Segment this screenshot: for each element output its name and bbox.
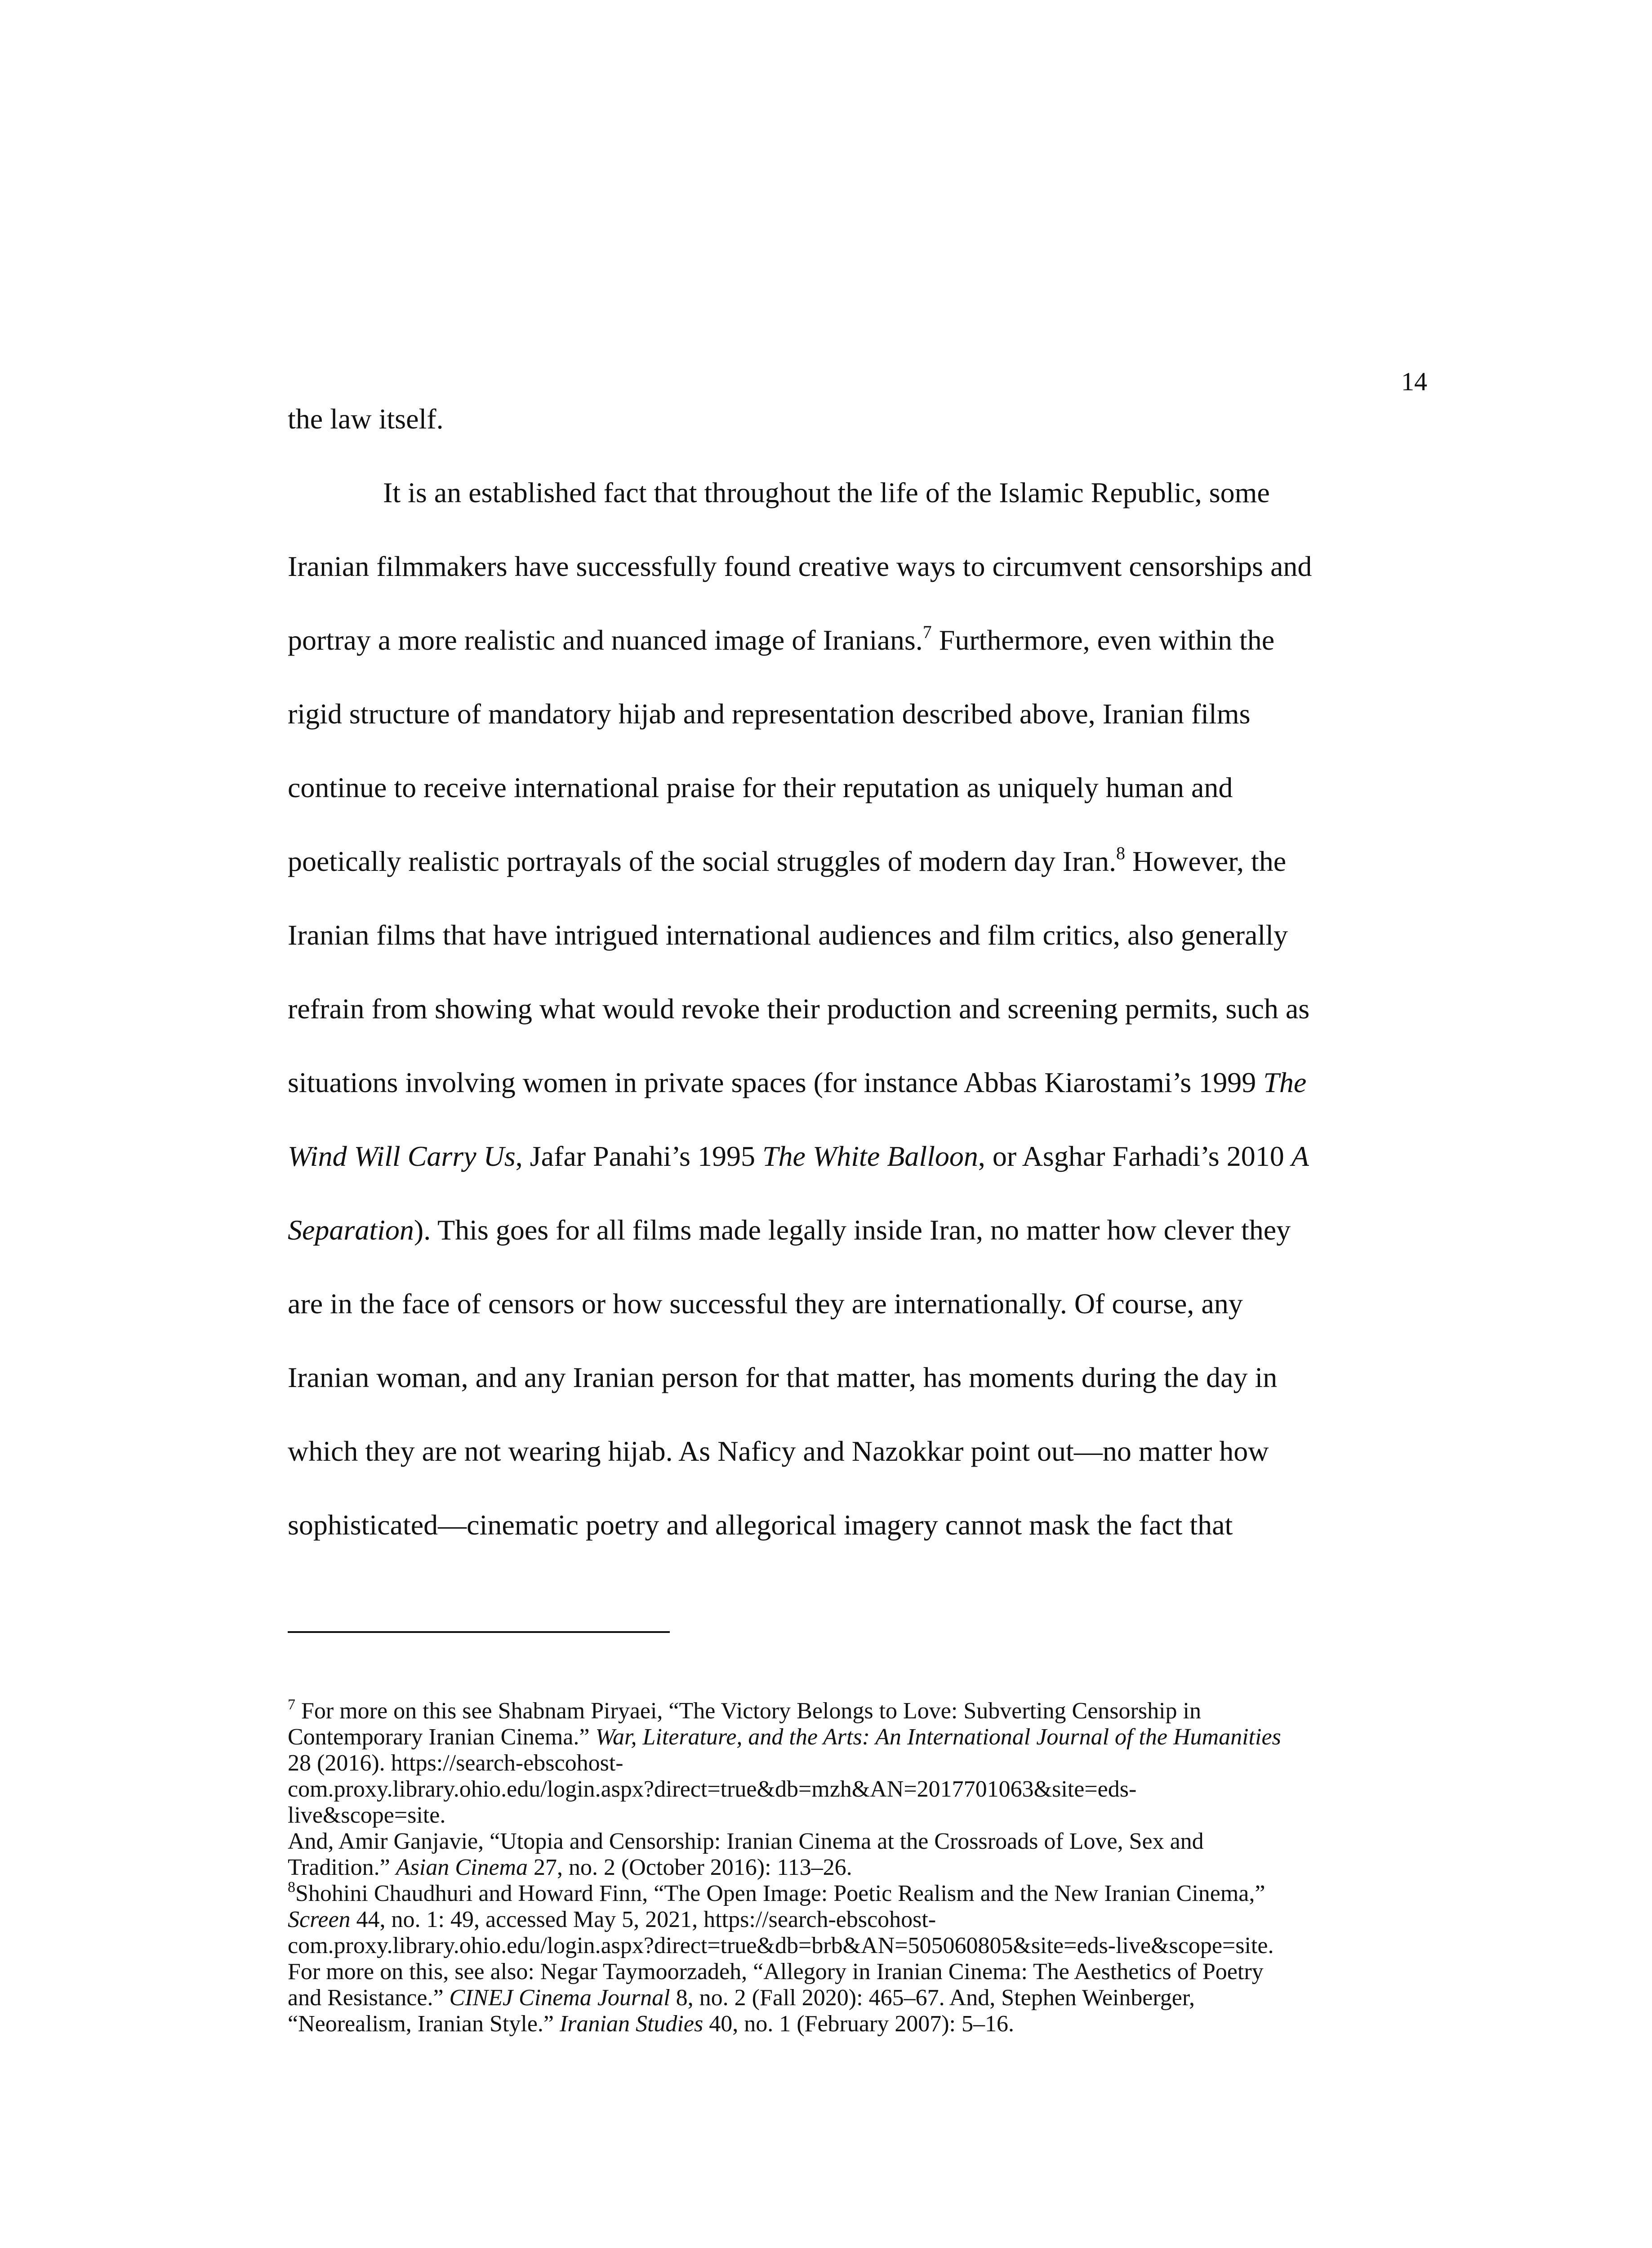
body-line: sophisticated—cinematic poetry and allegorical imagery cannot mask the fact that xyxy=(288,1509,1233,1541)
footnote-line: Contemporary Iranian Cinema.” War, Literature, and the Arts: An International Journal of the Humanities xyxy=(288,1724,1281,1750)
body-line: rigid structure of mandatory hijab and representation described above, Iranian films xyxy=(288,698,1251,730)
footnote-line: Tradition.” Asian Cinema 27, no. 2 (October 2016): 113–26. xyxy=(288,1855,852,1880)
body-line: Iranian filmmakers have successfully found creative ways to circumvent censorships and xyxy=(288,550,1312,582)
body-line: Wind Will Carry Us, Jafar Panahi’s 1995 The White Balloon, or Asghar Farhadi’s 2010 A xyxy=(288,1140,1309,1172)
body-line: the law itself. xyxy=(288,403,444,435)
body-line: poetically realistic portrayals of the social struggles of modern day Iran.$^8$ However, the xyxy=(288,843,1287,877)
footnote-ref[interactable]: 7 xyxy=(922,622,932,642)
footnote-line: For more on this, see also: Negar Taymoorzadeh, “Allegory in Iranian Cinema: The Aesthetics of Poetry xyxy=(288,1959,1264,1985)
page-number: 14 xyxy=(1401,367,1427,396)
footnote-line[interactable]: 28 (2016). https://search-ebscohost- xyxy=(288,1750,623,1776)
footnote-line: $^7$ For more on this see Shabnam Piryaei, “The Victory Belongs to Love: Subverting Censorship in xyxy=(288,1696,1201,1724)
footnote-line: “Neorealism, Iranian Style.” Iranian Studies 40, no. 1 (February 2007): 5–16. xyxy=(288,2011,1014,2037)
body-line: refrain from showing what would revoke their production and screening permits, such as xyxy=(288,993,1310,1025)
footnote-line[interactable]: com.proxy.library.ohio.edu/login.aspx?direct=true&db=mzh&AN=2017701063&site=eds- xyxy=(288,1776,1137,1802)
footnote-separator xyxy=(288,1631,670,1633)
body-line: It is an established fact that throughout the life of the Islamic Republic, some xyxy=(383,477,1270,508)
body-line: situations involving women in private spaces (for instance Abbas Kiarostami’s 1999 The xyxy=(288,1066,1307,1098)
footnote-line[interactable]: com.proxy.library.ohio.edu/login.aspx?direct=true&db=brb&AN=505060805&site=eds-live&scope=site. xyxy=(288,1933,1274,1958)
footnote-line[interactable]: live&scope=site. xyxy=(288,1802,446,1828)
footnote-line[interactable]: Screen 44, no. 1: 49, accessed May 5, 2021, https://search-ebscohost- xyxy=(288,1907,936,1932)
body-line: Iranian woman, and any Iranian person for that matter, has moments during the day in xyxy=(288,1361,1278,1393)
body-line: which they are not wearing hijab. As Naficy and Nazokkar point out—no matter how xyxy=(288,1435,1269,1467)
footnote-line: and Resistance.” CINEJ Cinema Journal 8, no. 2 (Fall 2020): 465–67. And, Stephen Weinberger, xyxy=(288,1985,1195,2011)
body-line: are in the face of censors or how successful they are internationally. Of course, any xyxy=(288,1288,1243,1320)
body-line: Iranian films that have intrigued international audiences and film critics, also generally xyxy=(288,919,1288,951)
body-line: portray a more realistic and nuanced image of Iranians.$^7$ Furthermore, even within the xyxy=(288,622,1275,656)
footnote-ref[interactable]: 8 xyxy=(1116,843,1125,863)
footnote-line: $^8$Shohini Chaudhuri and Howard Finn, “The Open Image: Poetic Realism and the New Iranian Cinema,” xyxy=(288,1879,1265,1906)
body-line: continue to receive international praise for their reputation as uniquely human and xyxy=(288,772,1233,803)
body-line: Separation). This goes for all films made legally inside Iran, no matter how clever they xyxy=(288,1214,1291,1246)
footnote-line: And, Amir Ganjavie, “Utopia and Censorship: Iranian Cinema at the Crossroads of Love, Sex and xyxy=(288,1829,1204,1854)
